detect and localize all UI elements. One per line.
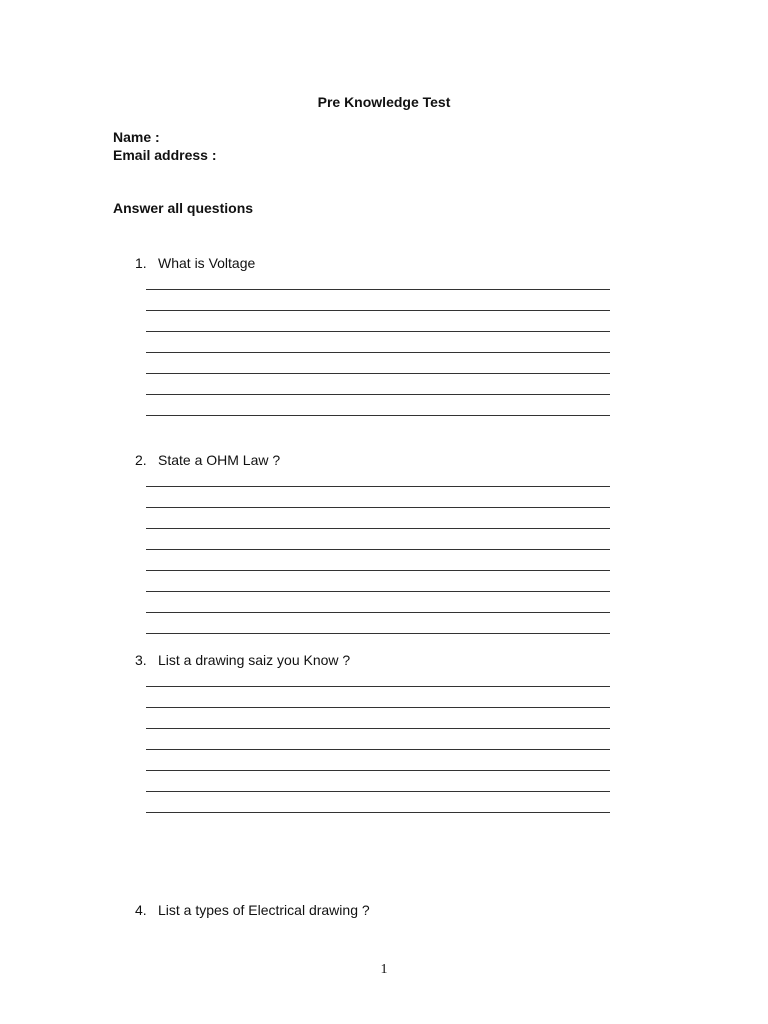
page-title: Pre Knowledge Test	[317, 94, 451, 110]
question-text: What is Voltage	[158, 255, 256, 271]
answer-lines-3[interactable]	[146, 686, 610, 833]
answer-line	[146, 728, 610, 729]
answer-line	[146, 812, 610, 813]
answer-line	[146, 612, 610, 613]
question-number: 3.	[135, 652, 147, 668]
answer-line	[146, 707, 610, 708]
answer-line	[146, 749, 610, 750]
answer-line	[146, 770, 610, 771]
answer-line	[146, 415, 610, 416]
email-label: Email address :	[113, 147, 217, 163]
answer-line	[146, 352, 610, 353]
question-text: State a OHM Law ?	[158, 452, 281, 468]
question-3	[135, 652, 350, 668]
answer-line	[146, 394, 610, 395]
question-text: List a types of Electrical drawing ?	[158, 902, 370, 918]
answer-line	[146, 633, 610, 634]
answer-lines-2[interactable]	[146, 486, 610, 654]
answer-line	[146, 570, 610, 571]
answer-lines-1[interactable]	[146, 289, 610, 436]
answer-line	[146, 373, 610, 374]
question-2	[135, 452, 280, 468]
page-number: 1	[380, 962, 388, 977]
question-1	[135, 255, 255, 271]
question-number: 1.	[135, 255, 147, 271]
answer-line	[146, 549, 610, 550]
answer-line	[146, 591, 610, 592]
instructions: Answer all questions	[113, 200, 254, 216]
question-4	[135, 902, 370, 918]
question-text: List a drawing saiz you Know ?	[158, 652, 351, 668]
answer-line	[146, 791, 610, 792]
answer-line	[146, 507, 610, 508]
answer-line	[146, 486, 610, 487]
answer-line	[146, 289, 610, 290]
name-label: Name :	[113, 129, 160, 145]
answer-line	[146, 331, 610, 332]
answer-line	[146, 686, 610, 687]
answer-line	[146, 310, 610, 311]
question-number: 4.	[135, 902, 147, 918]
question-number: 2.	[135, 452, 147, 468]
answer-line	[146, 528, 610, 529]
